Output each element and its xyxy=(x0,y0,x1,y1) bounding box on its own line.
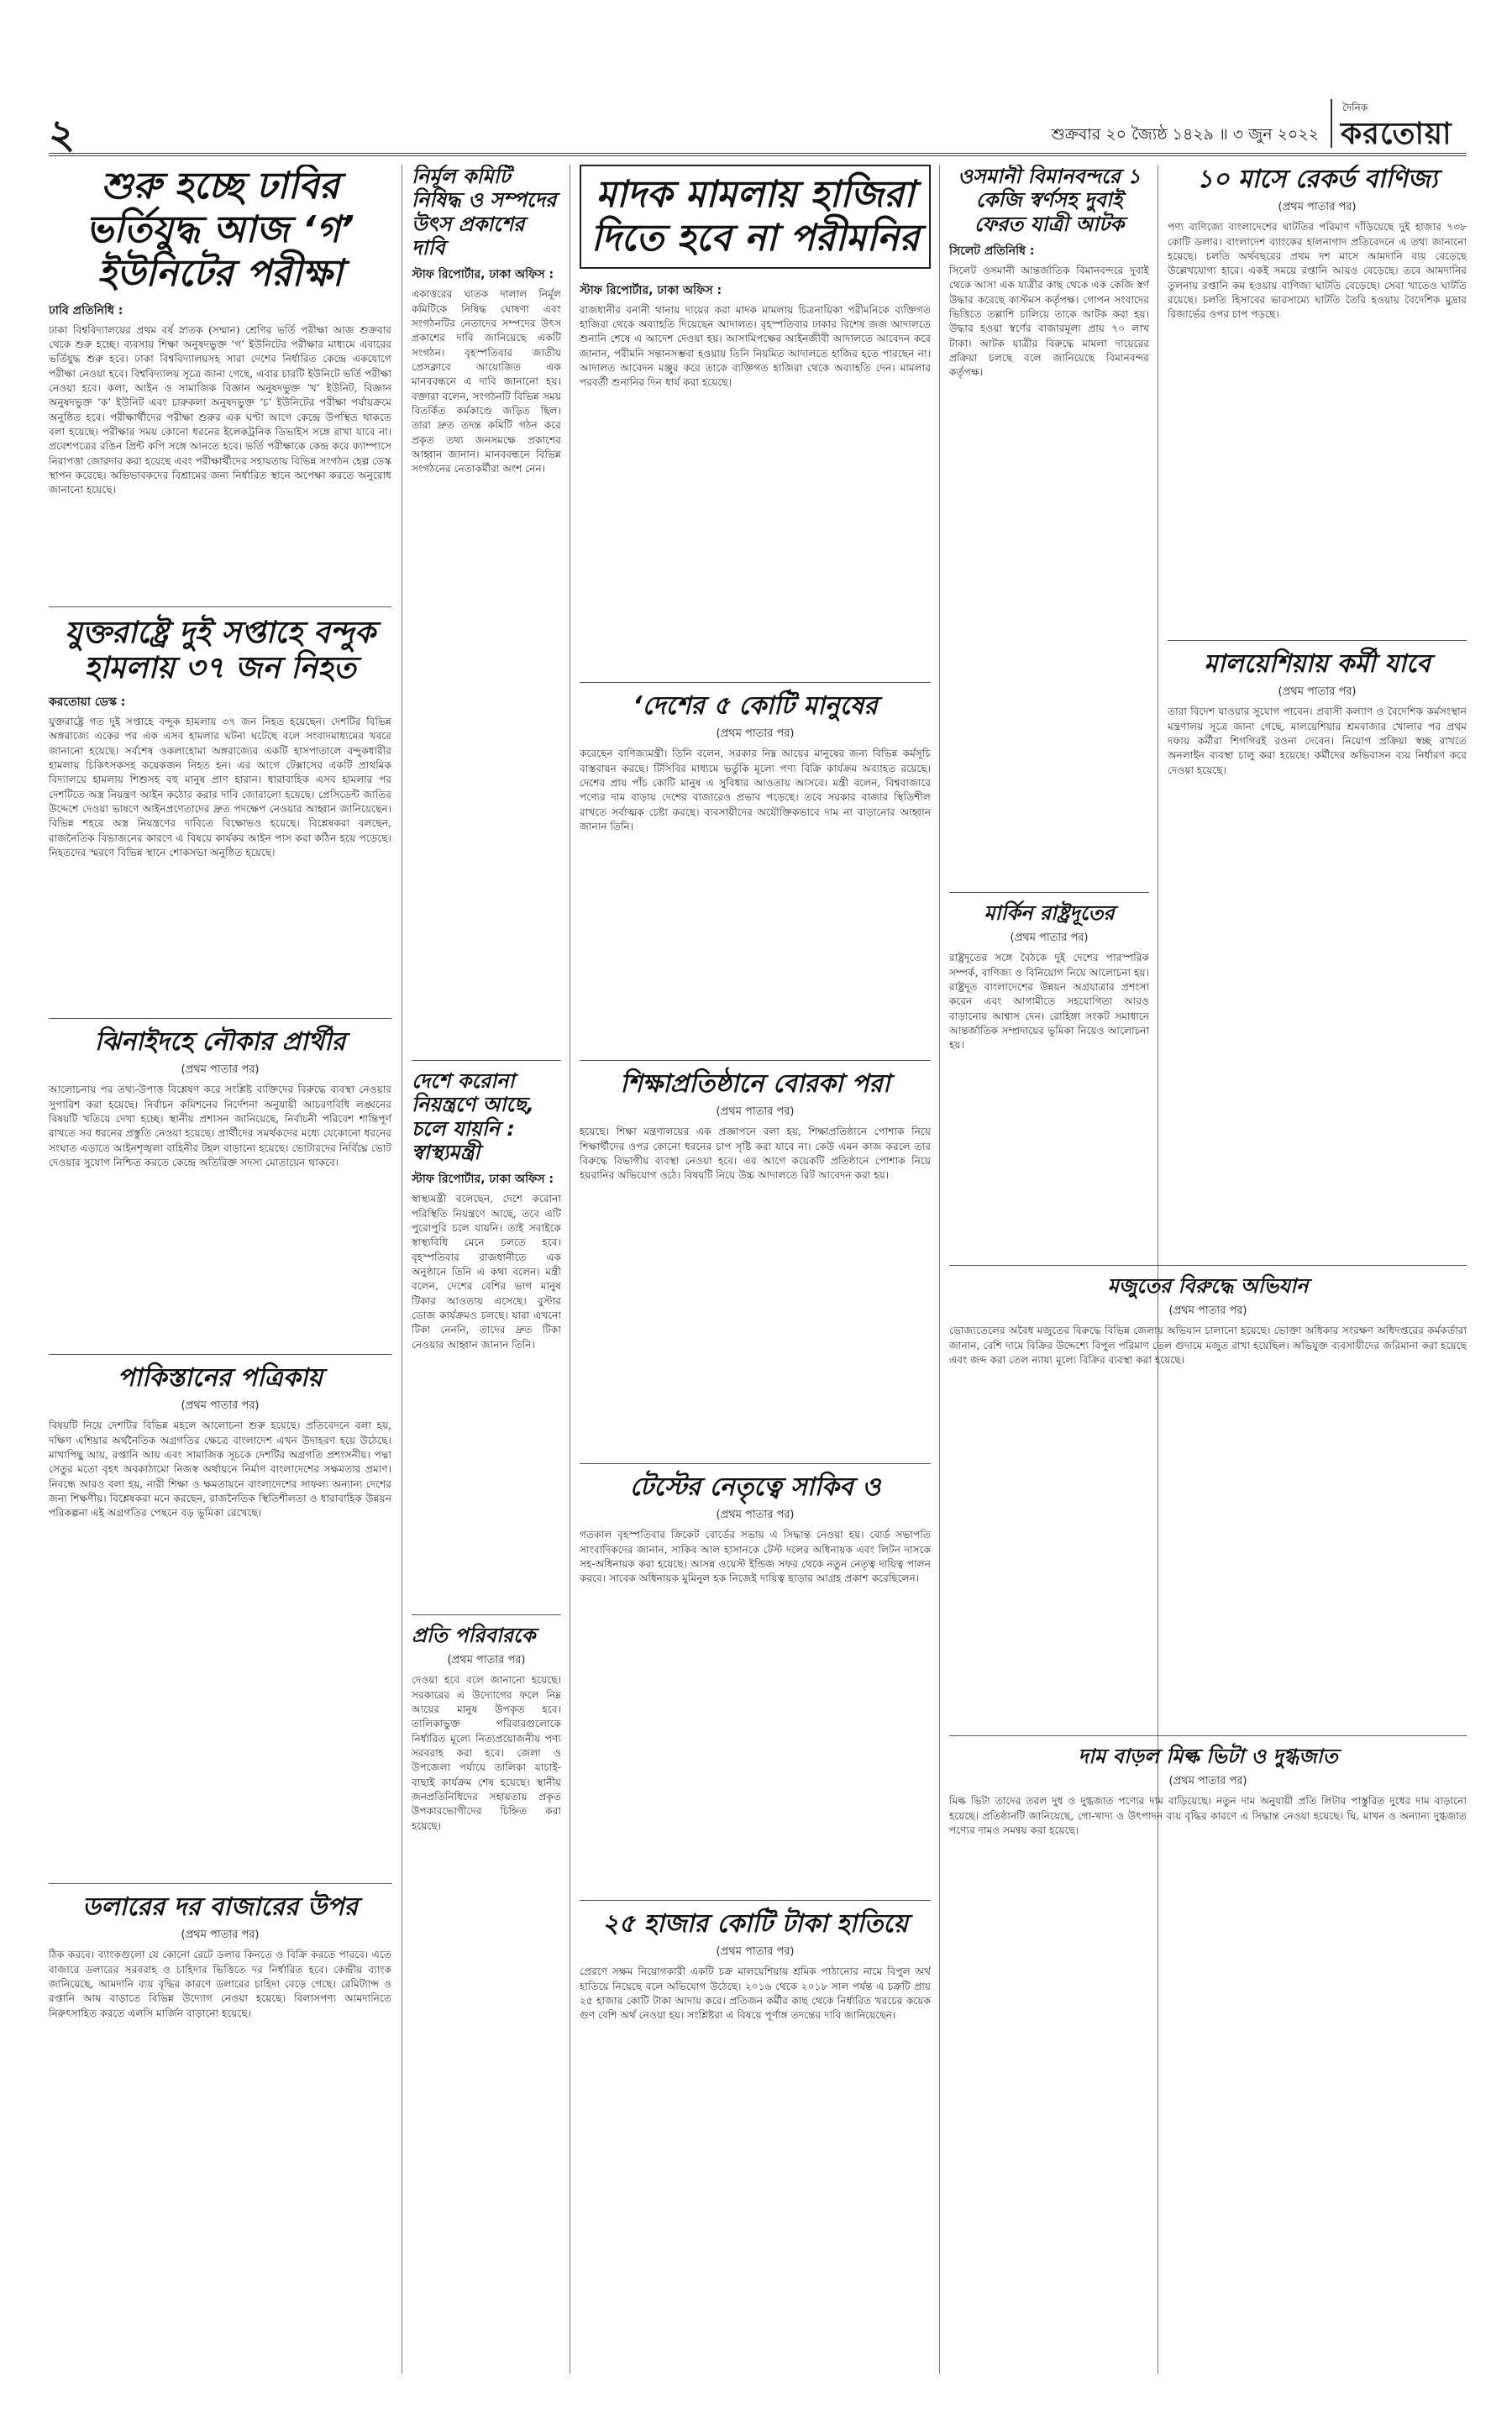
headline: মালয়েশিয়ায় কর্মী যাবে xyxy=(1204,649,1431,679)
article-body: হয়েছে। শিক্ষা মন্ত্রণালয়ের এক প্রজ্ঞাপনে বলা হয়, শিক্ষাপ্রতিষ্ঠানে পোশাক নিয়ে শিক্ষার্থীদের ওপর কোনো ধরনের চাপ সৃষ্টি করা যাবে না। কেউ এমন কাজ করলে তার বিরুদ্ধে বিভাগীয় ব্যবস্থা নেওয়া হবে। এর আগে কয়েকটি প্রতিষ্ঠানে পোশাক নিয়ে হয়রানির অভিযোগ ওঠে। বিষয়টি নিয়ে উচ্চ আদালতে রিট আবেদন করা হয়। xyxy=(580,1126,931,1182)
headline: ১০ মাসে রেকর্ড বাণিজ্য xyxy=(1196,165,1438,194)
divider xyxy=(949,892,1149,893)
continued-note: (প্রথম পাতার পর) xyxy=(1010,932,1089,945)
continued-note: (প্রথম পাতার পর) xyxy=(1278,201,1357,214)
divider xyxy=(49,1883,391,1884)
divider xyxy=(949,1265,1467,1266)
article xyxy=(49,601,391,860)
span-article-area xyxy=(949,1260,1467,1714)
continued-note: (প্রথম পাতার পর) xyxy=(716,727,795,741)
article xyxy=(49,1349,391,1521)
byline: করতোয়া ডেস্ক : xyxy=(49,695,126,709)
article xyxy=(580,1055,931,1184)
headline-box xyxy=(580,165,931,269)
article-body: বিষয়টি নিয়ে দেশটির বিভিন্ন মহলে আলোচনা শুরু হয়েছে। প্রতিবেদনে বলা হয়, দক্ষিণ এশিয়ার অর্থনৈতিক অগ্রগতির ক্ষেত্রে বাংলাদেশ এখন উদাহরণ হয়ে উঠেছে। মাথাপিছু আয়, রপ্তানি আয় এবং সামাজিক সূচকে দেশটির অগ্রগতি প্রশংসনীয়। পদ্মা সেতুর মতো বৃহৎ অবকাঠামো নিজস্ব অর্থায়নে নির্মাণ বাংলাদেশের সক্ষমতার প্রমাণ। নিবন্ধে আরও বলা হয়, নারী শিক্ষা ও ক্ষমতায়নে বাংলাদেশের সাফল্য অন্যান্য দেশের জন্য শিক্ষণীয়। বিশ্লেষকরা মনে করছেন, রাজনৈতিক স্থিতিশীলতা ও ধারাবাহিক উন্নয়ন পরিকল্পনা এই অগ্রগতির পেছনে বড় ভূমিকা রেখেছে। xyxy=(49,1420,391,1519)
headline: যুক্তরাষ্ট্রে দুই সপ্তাহে বন্দুক হামলায় ৩৭ জন নিহত xyxy=(65,616,375,686)
byline: স্টাফ রিপোর্টার, ঢাকা অফিস : xyxy=(412,268,554,282)
continued-note: (প্রথম পাতার পর) xyxy=(1168,1775,1247,1788)
continued-note: (প্রথম পাতার পর) xyxy=(181,1399,260,1413)
headline: মার্কিন রাষ্ট্রদূতের xyxy=(984,901,1115,925)
continued-note: (প্রথম পাতার পর) xyxy=(716,1945,795,1959)
date-line: শুক্রবার ২০ জ্যৈষ্ঠ ১৪২৯ ॥ ৩ জুন ২০২২ xyxy=(1051,125,1319,144)
article xyxy=(49,1878,391,2021)
article-body: স্বাস্থ্যমন্ত্রী বলেছেন, দেশে করোনা পরিস্থিতি নিয়ন্ত্রণে আছে, তবে এটি পুরোপুরি চলে যায়নি। তাই সবাইকে স্বাস্থ্যবিধি মেনে চলতে হবে। বৃহস্পতিবার রাজধানীতে এক অনুষ্ঠানে তিনি এ কথা বলেন। মন্ত্রী বলেন, দেশের বেশির ভাগ মানুষ টিকার আওতায় এসেছে। বুস্টার ডোজ কার্যক্রমও চলছে। যারা এখনো টিকা নেননি, তাদের দ্রুত টিকা নেওয়ার আহ্বান জানান তিনি। xyxy=(412,1193,561,1351)
column-3 xyxy=(580,165,931,2374)
divider xyxy=(412,1614,561,1615)
article xyxy=(412,1609,561,1834)
article-body: পণ্য বাণিজ্যে বাংলাদেশের ঘাটতির পরিমাণ দাঁড়িয়েছে দুই হাজার ৭৩৮ কোটি ডলার। বাংলাদেশ ব্যাংকের হালনাগাদ প্রতিবেদনে এ তথ্য জানানো হয়েছে। চলতি অর্থবছরের প্রথম দশ মাসে আমদানি ব্যয় বেড়েছে উল্লেখযোগ্য হারে। একই সময়ে রপ্তানি আয়ও বেড়েছে। তবে আমদানির তুলনায় রপ্তানি কম হওয়ায় বাণিজ্য ঘাটতি বেড়েছে। সেবা খাতেও ঘাটতি রয়েছে। চলতি হিসাবের ভারসাম্যে ঘাটতি তৈরি হওয়ায় বৈদেশিক মুদ্রার রিজার্ভের ওপর চাপ পড়ছে। xyxy=(1168,221,1467,321)
article xyxy=(949,165,1149,381)
article xyxy=(1168,165,1467,323)
article-body: তারা বিদেশ যাওয়ার সুযোগ পাবেন। প্রবাসী কল্যাণ ও বৈদেশিক কর্মসংস্থান মন্ত্রণালয় সূত্রে জানা গেছে, মালয়েশিয়ার শ্রমবাজার খোলার পর প্রথম দফায় কর্মীরা শিগগিরই রওনা দেবেন। নিয়োগ প্রক্রিয়া স্বচ্ছ রাখতে অনলাইন ব্যবস্থা চালু করা হয়েছে। কর্মীদের অভিবাসন ব্যয় নির্ধারণ করে দেওয়া হয়েছে। xyxy=(1168,706,1467,776)
headline: মাদক মামলায় হাজিরা দিতে হবে না পরীমনির xyxy=(591,173,920,260)
divider xyxy=(412,1060,561,1061)
article xyxy=(949,1260,1467,1367)
headline: ওসমানী বিমানবন্দরে ১ কেজি স্বর্ণসহ দুবাই ফেরত যাত্রী আটক xyxy=(958,165,1141,236)
continued-note: (প্রথম পাতার পর) xyxy=(181,1063,260,1077)
column-2 xyxy=(412,165,561,2374)
divider xyxy=(949,1735,1467,1736)
article xyxy=(412,165,561,477)
headline: পাকিস্তানের পত্রিকায় xyxy=(117,1363,323,1393)
article xyxy=(580,1458,931,1587)
article xyxy=(580,1895,931,2023)
newspaper-logo xyxy=(1331,99,1467,151)
column-1 xyxy=(49,165,391,2374)
article-body: গতকাল বৃহস্পতিবার ক্রিকেট বোর্ডের সভায় এ সিদ্ধান্ত নেওয়া হয়। বোর্ড সভাপতি সাংবাদিকদের জানান, সাকিব আল হাসানকে টেস্ট দলের অধিনায়ক এবং লিটন দাসকে সহ-অধিনায়ক করা হয়েছে। আসন্ন ওয়েস্ট ইন্ডিজ সফর থেকে নতুন নেতৃত্ব দায়িত্ব পালন করবে। সাবেক অধিনায়ক মুমিনুল হক নিজেই দায়িত্ব ছাড়ার আগ্রহ প্রকাশ করেছিলেন। xyxy=(580,1529,931,1585)
byline: স্টাফ রিপোর্টার, ঢাকা অফিস : xyxy=(580,283,722,297)
article-body: ঠিক করবে। ব্যাংকগুলো যে কোনো রেটে ডলার কিনতে ও বিক্রি করতে পারবে। এতে বাজারে ডলারের সরবরাহ ও চাহিদার ভিত্তিতে দর নির্ধারিত হবে। কেন্দ্রীয় ব্যাংক জানিয়েছে, আমদানি ব্যয় বৃদ্ধির কারণে ডলারের চাহিদা বেড়ে গেছে। রেমিট্যান্স ও রপ্তানি আয় বাড়াতে বিভিন্ন উদ্যোগ নেওয়া হয়েছে। বিলাসপণ্য আমদানিতে নিরুৎসাহিত করতে এলসি মার্জিন বাড়ানো হয়েছে। xyxy=(49,1949,391,2019)
column-rule xyxy=(939,165,940,2374)
article-body: ভোজ্যতেলের অবৈধ মজুতের বিরুদ্ধে বিভিন্ন জেলায় অভিযান চালানো হয়েছে। ভোক্তা অধিকার সংরক্ষণ অধিদপ্তরের কর্মকর্তারা জানান, বেশি দামে বিক্রির উদ্দেশ্যে বিপুল পরিমাণ তেল গুদামে মজুত রাখা হয়েছিল। অভিযুক্ত ব্যবসায়ীদের জরিমানা করা হয়েছে এবং জব্দ করা তেল ন্যায্য মূল্যে বিক্রির ব্যবস্থা করা হয়েছে। xyxy=(949,1325,1467,1366)
article xyxy=(949,887,1149,1053)
continued-note: (প্রথম পাতার পর) xyxy=(1168,1304,1247,1318)
article-body: মিল্ক ভিটা তাদের তরল দুধ ও দুগ্ধজাত পণ্যের দাম বাড়িয়েছে। নতুন দাম অনুযায়ী প্রতি লিটার পাস্তুরিত দুধের দাম বাড়ানো হয়েছে। প্রতিষ্ঠানটি জানিয়েছে, গো-খাদ্য ও উৎপাদন ব্যয় বৃদ্ধির কারণে এ সিদ্ধান্ত নেওয়া হয়েছে। ঘি, মাখন ও অন্যান্য দুগ্ধজাত পণ্যের দামও সমন্বয় করা হয়েছে। xyxy=(949,1795,1467,1836)
headline: নির্মূল কমিটি নিষিদ্ধ ও সম্পদের উৎস প্রকাশের দাবি xyxy=(412,165,557,260)
article-body: প্রেরণে সক্ষম নিয়োগকারী একটি চক্র মালয়েশিয়ায় শ্রমিক পাঠানোর নামে বিপুল অর্থ হাতিয়ে নিয়েছে বলে অভিযোগ উঠেছে। ২০১৬ থেকে ২০১৮ সাল পর্যন্ত এ চক্রটি প্রায় ২৫ হাজার কোটি টাকা আদায় করে। প্রতিজন কর্মীর কাছ থেকে নির্ধারিত খরচের কয়েক গুণ বেশি অর্থ নেওয়া হয়। সংশ্লিষ্টরা এ বিষয়ে পূর্ণাঙ্গ তদন্তের দাবি জানিয়েছেন। xyxy=(580,1966,931,2022)
logo-prefix: দৈনিক xyxy=(1342,102,1368,113)
byline: সিলেট প্রতিনিধি : xyxy=(949,244,1035,258)
divider xyxy=(580,682,931,683)
article-body: ঢাকা বিশ্ববিদ্যালয়ের প্রথম বর্ষ স্নাতক (সম্মান) শ্রেণির ভর্তি পরীক্ষা আজ শুক্রবার থেকে শুরু হচ্ছে। ব্যবসায় শিক্ষা অনুষদভুক্ত ‘গ’ ইউনিটের পরীক্ষার মাধ্যমে এবারের ভর্তিযুদ্ধ শুরু হবে। ঢাকা বিশ্ববিদ্যালয়সহ সারা দেশের নির্ধারিত কেন্দ্রে একযোগে পরীক্ষা নেওয়া হবে। বিশ্ববিদ্যালয় সূত্রে জানা গেছে, এবার চারটি ইউনিটে ভর্তি পরীক্ষা নেওয়া হবে। কলা, আইন ও সামাজিক বিজ্ঞান অনুষদভুক্ত ‘খ’ ইউনিট, বিজ্ঞান অনুষদভুক্ত ‘ক’ ইউনিট এবং চারুকলা অনুষদভুক্ত ‘চ’ ইউনিটের পরীক্ষা পর্যায়ক্রমে অনুষ্ঠিত হবে। পরীক্ষার্থীদের পরীক্ষা শুরুর এক ঘণ্টা আগে কেন্দ্রে উপস্থিত থাকতে বলা হয়েছে। পরীক্ষার সময় কোনো ধরনের ইলেকট্রনিক ডিভাইস সঙ্গে রাখা যাবে না। প্রবেশপত্রের রঙিন প্রিন্ট কপি সঙ্গে আনতে হবে। ভর্তি পরীক্ষাকে কেন্দ্র করে ক্যাম্পাসে নিরাপত্তা জোরদার করা হয়েছে এবং পরীক্ষার্থীদের সহায়তায় বিভিন্ন সংগঠন হেল্প ডেস্ক স্থাপন করেছে। অভিভাবকদের বিশ্রামের জন্য নির্ধারিত স্থানে অপেক্ষা করতে অনুরোধ জানানো হয়েছে। xyxy=(49,323,391,496)
headline: টেস্টের নেতৃত্বে সাকিব ও xyxy=(629,1472,881,1502)
article xyxy=(412,1055,561,1352)
headline: ঝিনাইদহে নৌকার প্রার্থীর xyxy=(94,1027,346,1057)
headline: ‘দেশের ৫ কোটি মানুষের xyxy=(633,691,878,721)
divider xyxy=(580,1060,931,1061)
masthead xyxy=(49,99,1467,156)
headline: মজুতের বিরুদ্ধে অভিযান xyxy=(1107,1274,1309,1298)
continued-note: (প্রথম পাতার পর) xyxy=(447,1654,526,1667)
byline: স্টাফ রিপোর্টার, ঢাকা অফিস : xyxy=(412,1173,554,1187)
article xyxy=(49,1013,391,1170)
article-body: দেওয়া হবে বলে জানানো হয়েছে। সরকারের এ উদ্যোগের ফলে নিম্ন আয়ের মানুষ উপকৃত হবে। তালিকাভুক্ত পরিবারগুলোকে নির্ধারিত মূল্যে নিত্যপ্রয়োজনীয় পণ্য সরবরাহ করা হবে। জেলা ও উপজেলা পর্যায়ে তালিকা যাচাই-বাছাই কার্যক্রম শেষ হয়েছে। স্থানীয় জনপ্রতিনিধিদের সহায়তায় প্রকৃত উপকারভোগীদের চিহ্নিত করা হয়েছে। xyxy=(412,1674,561,1832)
divider xyxy=(49,1018,391,1019)
article-body: রাষ্ট্রদূতের সঙ্গে বৈঠকে দুই দেশের পারস্পরিক সম্পর্ক, বাণিজ্য ও বিনিয়োগ নিয়ে আলোচনা হয়। রাষ্ট্রদূত বাংলাদেশের উন্নয়ন অগ্রযাত্রার প্রশংসা করেন এবং আগামীতে সহযোগিতা আরও বাড়ানোর আশ্বাস দেন। রোহিঙ্গা সংকট সমাধানে আন্তর্জাতিক সম্প্রদায়ের ভূমিকা নিয়েও আলোচনা হয়। xyxy=(949,952,1149,1052)
divider xyxy=(580,1463,931,1464)
divider xyxy=(49,1354,391,1355)
article xyxy=(1168,635,1467,778)
article xyxy=(49,165,391,498)
article xyxy=(949,1730,1467,1838)
column-5 xyxy=(1168,165,1467,1248)
span-article-area xyxy=(949,1730,1467,2374)
headline: ২৫ হাজার কোটি টাকা হাতিয়ে xyxy=(601,1909,909,1939)
continued-note: (প্রথম পাতার পর) xyxy=(716,1105,795,1119)
divider xyxy=(49,606,391,607)
divider xyxy=(1168,640,1467,641)
divider xyxy=(580,1900,931,1901)
page-number: ২ xyxy=(49,111,76,158)
headline: শিক্ষাপ্রতিষ্ঠানে বোরকা পরা xyxy=(620,1069,890,1099)
continued-note: (প্রথম পাতার পর) xyxy=(716,1509,795,1522)
article-body: রাজধানীর বনানী থানায় দায়ের করা মাদক মামলায় চিত্রনায়িকা পরীমনিকে ব্যক্তিগত হাজিরা থেকে অব্যাহতি দিয়েছেন আদালত। বৃহস্পতিবার ঢাকার বিশেষ জজ আদালতে শুনানি শেষে এ আদেশ দেওয়া হয়। আসামিপক্ষের আইনজীবী আদালতে আবেদন করে জানান, পরীমনি সন্তানসম্ভবা হওয়ায় তিনি নিয়মিত আদালতে হাজির হতে পারছেন না। আদালত আবেদন মঞ্জুর করে তাকে ব্যক্তিগত হাজিরা থেকে অব্যাহতি দেন। মামলার পরবর্তী শুনানির দিন ধার্য করা হয়েছে। xyxy=(580,303,931,389)
headline: ডলারের দর বাজারের উপর xyxy=(81,1892,359,1922)
continued-note: (প্রথম পাতার পর) xyxy=(1278,685,1357,699)
article xyxy=(580,677,931,834)
article xyxy=(580,165,931,391)
continued-note: (প্রথম পাতার পর) xyxy=(181,1929,260,1942)
headline: দাম বাড়ল মিল্ক ভিটা ও দুগ্ধজাত xyxy=(1078,1745,1338,1768)
headline: দেশে করোনা নিয়ন্ত্রণে আছে, চলে যায়নি : স্বাস্থ্যমন্ত্রী xyxy=(412,1069,534,1164)
logo-name: করতোয়া xyxy=(1341,117,1452,151)
article-body: একাত্তরের ঘাতক দালাল নির্মূল কমিটিকে নিষিদ্ধ ঘোষণা এবং সংগঠনটির নেতাদের সম্পদের উৎস প্রকাশের দাবি জানিয়েছে একটি সংগঠন। বৃহস্পতিবার জাতীয় প্রেসক্লাবে আয়োজিত এক মানববন্ধনে এ দাবি জানানো হয়। বক্তারা বলেন, সংগঠনটি বিভিন্ন সময় বিতর্কিত কর্মকাণ্ডে জড়িত ছিল। তারা দ্রুত তদন্ত কমিটি গঠন করে প্রকৃত তথ্য জনসমক্ষে প্রকাশের আহ্বান জানান। মানববন্ধনে বিভিন্ন সংগঠনের নেতাকর্মীরা অংশ নেন। xyxy=(412,288,561,475)
article-body: সিলেট ওসমানী আন্তর্জাতিক বিমানবন্দরে দুবাই থেকে আসা এক যাত্রীর কাছ থেকে এক কেজি স্বর্ণ উদ্ধার করেছে কাস্টমস কর্তৃপক্ষ। গোপন সংবাদের ভিত্তিতে তল্লাশি চালিয়ে তাকে আটক করা হয়। উদ্ধার হওয়া স্বর্ণের বাজারমূল্য প্রায় ৭০ লাখ টাকা। আটক যাত্রীর বিরুদ্ধে মামলা দায়েরের প্রক্রিয়া চলছে বলে জানিয়েছে বিমানবন্দর কর্তৃপক্ষ। xyxy=(949,264,1149,379)
article-body: করেছেন বাণিজ্যমন্ত্রী। তিনি বলেন, সরকার নিম্ন আয়ের মানুষের জন্য বিভিন্ন কর্মসূচি বাস্তবায়ন করছে। টিসিবির মাধ্যমে ভর্তুকি মূল্যে পণ্য বিক্রি কার্যক্রম অব্যাহত রয়েছে। দেশের প্রায় পাঁচ কোটি মানুষ এ সুবিধার আওতায় আসবে। মন্ত্রী বলেন, বিশ্ববাজারে পণ্যের দাম বাড়ায় দেশের বাজারেও প্রভাব পড়েছে। তবে সরকার বাজার স্থিতিশীল রাখতে সর্বাত্মক চেষ্টা করছে। ব্যবসায়ীদের অযৌক্তিকভাবে দাম না বাড়ানোর আহ্বান জানান তিনি। xyxy=(580,748,931,833)
article-body: আলোচনায় পর তথ্য-উপাত্ত বিশ্লেষণ করে সংশ্লিষ্ট ব্যক্তিদের বিরুদ্ধে ব্যবস্থা নেওয়ার সুপারিশ করা হয়েছে। নির্বাচন কমিশনের নির্দেশনা অনুযায়ী আচরণবিধি লঙ্ঘনের বিষয়টি খতিয়ে দেখা হচ্ছে। স্থানীয় প্রশাসন জানিয়েছে, নির্বাচনী পরিবেশ শান্তিপূর্ণ রাখতে সব ধরনের প্রস্তুতি নেওয়া হয়েছে। প্রার্থীদের সমর্থকদের মধ্যে যেকোনো ধরনের সংঘাত এড়াতে আইনশৃঙ্খলা বাহিনীর টহল বাড়ানো হয়েছে। ভোটারদের নির্বিঘ্নে ভোট দেওয়ার সুযোগ নিশ্চিত করতে কেন্দ্রে অতিরিক্ত সদস্য মোতায়েন থাকবে। xyxy=(49,1084,391,1169)
headline: শুরু হচ্ছে ঢাবির ভর্তিযুদ্ধ আজ ‘গ’ ইউনিটের পরীক্ষা xyxy=(86,165,354,295)
byline: ঢাবি প্রতিনিধি : xyxy=(49,303,123,318)
article-body: যুক্তরাষ্ট্রে গত দুই সপ্তাহে বন্দুক হামলায় ৩৭ জন নিহত হয়েছেন। দেশটির বিভিন্ন অঙ্গরাজ্যে একের পর এক এসব হামলার ঘটনা ঘটেছে বলে সংবাদমাধ্যমের খবরে জানানো হয়েছে। সর্বশেষ ওকলাহোমা অঙ্গরাজ্যের একটি হাসপাতালে বন্দুকধারীর হামলায় চিকিৎসকসহ কয়েকজন নিহত হন। এর আগে টেক্সাসের একটি প্রাথমিক বিদ্যালয়ে হামলায় শিশুসহ বহু মানুষ প্রাণ হারান। ধারাবাহিক এসব হামলার পর দেশটিতে অস্ত্র নিয়ন্ত্রণ আইন কঠোর করার দাবি জোরালো হয়েছে। প্রেসিডেন্ট জাতির উদ্দেশে দেওয়া ভাষণে আইনপ্রণেতাদের দ্রুত পদক্ষেপ নেওয়ার আহ্বান জানিয়েছেন। বিভিন্ন শহরে অস্ত্র নিয়ন্ত্রণের দাবিতে বিক্ষোভও হয়েছে। বিশ্লেষকরা বলছেন, রাজনৈতিক বিভাজনের কারণে এ বিষয়ে কার্যকর আইন পাস করা কঠিন হয়ে পড়েছে। নিহতদের স্মরণে বিভিন্ন স্থানে শোকসভা অনুষ্ঠিত হয়েছে। xyxy=(49,715,391,858)
headline: প্রতি পরিবারকে xyxy=(412,1624,536,1647)
